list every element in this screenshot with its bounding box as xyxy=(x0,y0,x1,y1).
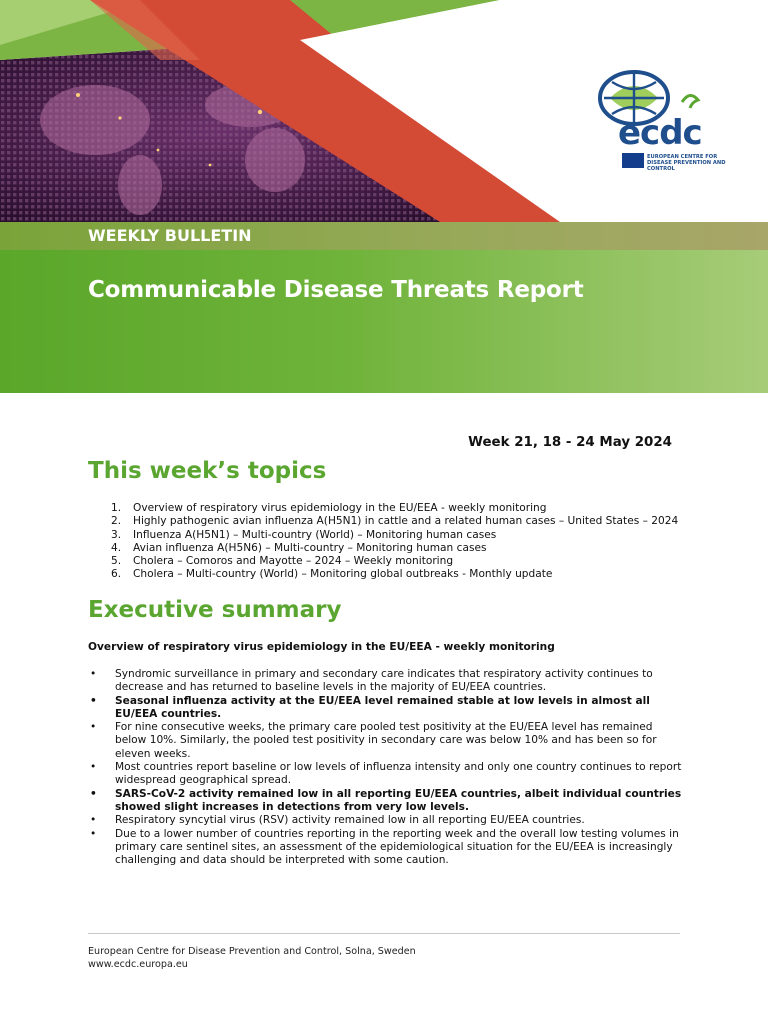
list-item: • For nine consecutive weeks, the primary care pooled test positivity at the EU/EEA level has remained below 10%. Similarly, the pooled test positivity in secondary care was below 10% and has been so for eleven weeks. xyxy=(88,721,684,761)
ecdc-wordmark: ecdc xyxy=(618,113,702,153)
report-week: Week 21, 18 - 24 May 2024 xyxy=(468,435,672,450)
summary-bullets xyxy=(88,668,684,867)
topic-item[interactable]: 5. Cholera – Comoros and Mayotte – 2024 – Weekly monitoring xyxy=(111,555,454,568)
topic-item[interactable]: 2. Highly pathogenic avian influenza A(H5N1) in cattle and a related human cases – United States – 2024 xyxy=(111,515,679,528)
list-item: • Most countries report baseline or low levels of influenza intensity and only one country continues to report widespread geographical spread. xyxy=(88,761,684,788)
weekly-bulletin-band xyxy=(0,222,768,250)
title-band xyxy=(0,250,768,393)
topic-item[interactable]: 6. Cholera – Multi-country (World) – Monitoring global outbreaks - Monthly update xyxy=(111,568,553,581)
list-item: • Respiratory syncytial virus (RSV) activity remained low in all reporting EU/EEA countries. xyxy=(88,814,684,827)
executive-summary-heading: Executive summary xyxy=(88,597,342,623)
header-banner xyxy=(0,0,768,222)
topic-item[interactable]: 3. Influenza A(H5N1) – Multi-country (World) – Monitoring human cases xyxy=(111,528,497,541)
list-item: • Syndromic surveillance in primary and secondary care indicates that respiratory activity continues to decrease and has returned to baseline levels in the majority of EU/EEA countries. xyxy=(88,668,684,695)
topics-heading: This week’s topics xyxy=(88,458,327,484)
list-item: • Due to a lower number of countries reporting in the reporting week and the overall low testing volumes in primary care sentinel sites, an assessment of the epidemiological situation for the EU/EEA is increasingly challenging and data should be interpreted with some caution. xyxy=(88,828,684,868)
footer-divider xyxy=(88,933,680,934)
eu-flag-icon xyxy=(622,153,644,168)
footer-organisation: European Centre for Disease Prevention and Control, Solna, Sweden xyxy=(88,946,416,957)
bulletin-label: WEEKLY BULLETIN xyxy=(88,226,252,245)
list-item: • SARS-CoV-2 activity remained low in all reporting EU/EEA countries, albeit individual countries showed slight increases in detections from very low levels. xyxy=(88,788,684,815)
ecdc-logo-subtitle: EUROPEAN CENTRE FOR DISEASE PREVENTION AND CONTROL xyxy=(647,154,726,172)
list-item: • Seasonal influenza activity at the EU/EEA level remained stable at low levels in almost all EU/EEA countries. xyxy=(88,695,684,722)
report-title: Communicable Disease Threats Report xyxy=(88,277,584,303)
summary-subheading: Overview of respiratory virus epidemiology in the EU/EEA - weekly monitoring xyxy=(88,641,555,653)
footer-url-link[interactable]: www.ecdc.europa.eu xyxy=(88,959,188,970)
topic-item[interactable]: 4. Avian influenza A(H5N6) – Multi-country – Monitoring human cases xyxy=(111,541,487,554)
topics-list xyxy=(88,502,688,582)
topic-item[interactable]: 1. Overview of respiratory virus epidemiology in the EU/EEA - weekly monitoring xyxy=(111,502,547,514)
